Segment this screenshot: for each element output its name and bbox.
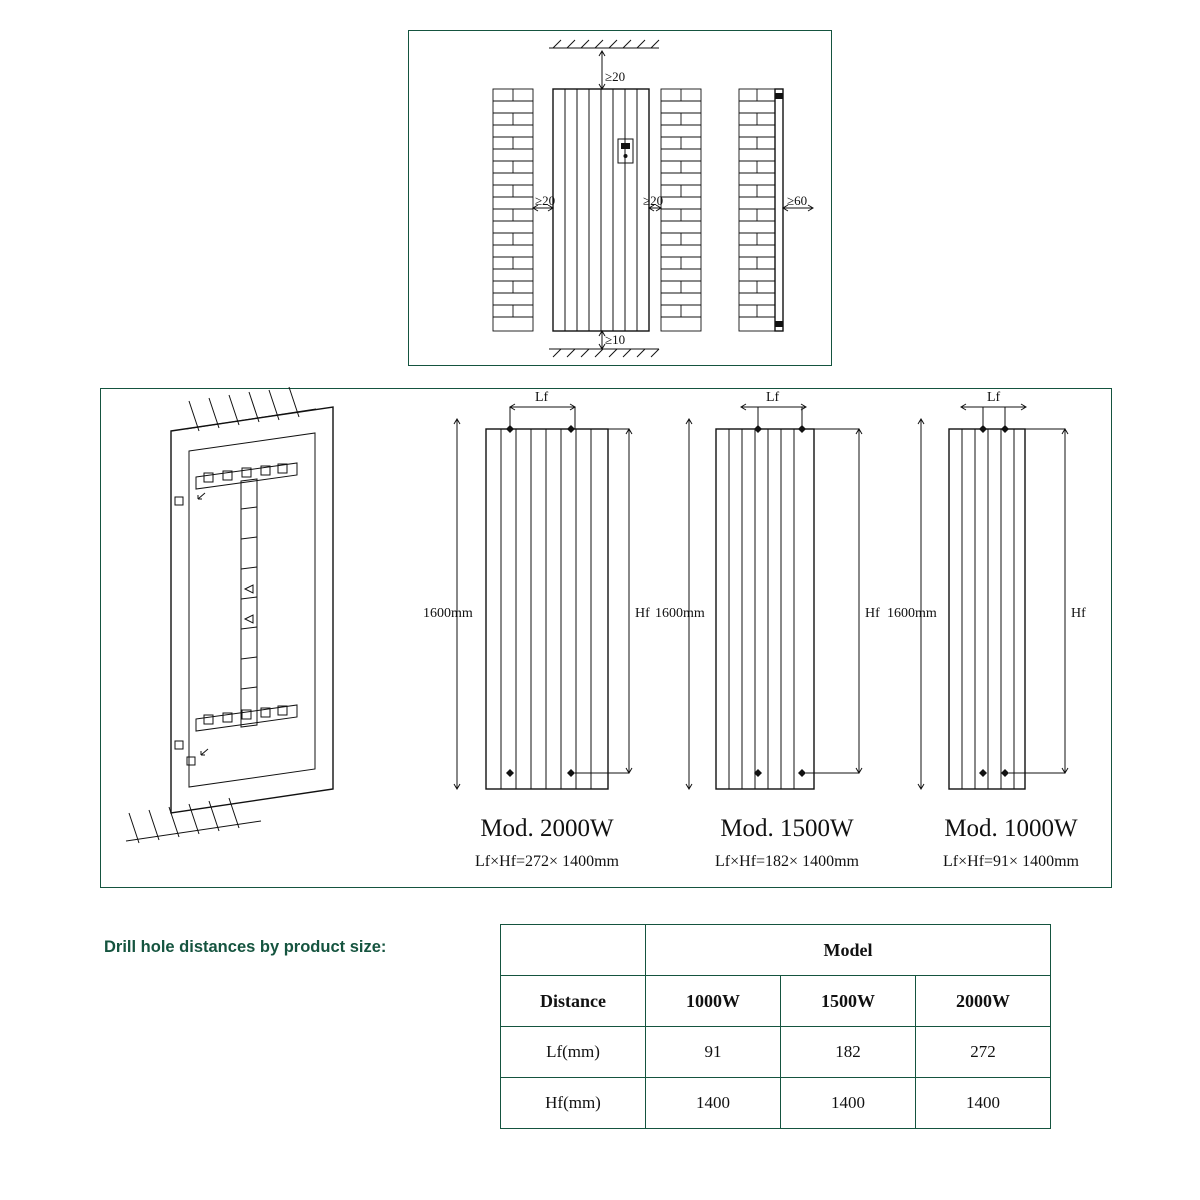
left-clearance-label: ≥20 — [535, 193, 556, 208]
drill-hole-distance-table — [500, 924, 1051, 1129]
side-clearance-label: ≥60 — [787, 193, 808, 208]
model-1500w-drawing — [655, 390, 880, 870]
hf-label-1500w: Hf — [865, 606, 880, 621]
model-2000w-drawing — [423, 390, 650, 870]
dim-right-clearance — [643, 193, 663, 211]
cell-lf-2000w: 272 — [916, 1027, 1051, 1078]
drill-point — [979, 769, 987, 777]
column-header-1500w: 1500W — [781, 976, 916, 1027]
dim-left-clearance — [533, 193, 555, 211]
model-title-1000w: Mod. 1000W — [944, 815, 1078, 842]
clearance-drawing — [409, 31, 831, 365]
distance-header: Distance — [501, 976, 646, 1027]
hf-label-1000w: Hf — [1071, 606, 1086, 621]
model-subtitle-1500w: Lf×Hf=182× 1400mm — [715, 853, 859, 870]
height-label-1000w: 1600mm — [887, 606, 937, 621]
wall-clearance-panel — [408, 30, 832, 366]
table-caption: Drill hole distances by product size: — [104, 938, 387, 956]
model-1000w-drawing — [887, 390, 1086, 870]
table-row-header-model — [501, 925, 1051, 976]
radiator-front-view — [553, 89, 649, 331]
row-label-hf: Hf(mm) — [501, 1078, 646, 1129]
lf-label-2000w: Lf — [535, 390, 549, 405]
empty-corner-cell — [501, 925, 646, 976]
radiator-side-view — [775, 89, 783, 331]
table-row — [501, 1078, 1051, 1129]
column-header-1000w: 1000W — [646, 976, 781, 1027]
model-title-1500w: Mod. 1500W — [720, 815, 854, 842]
floor-hatch-icon — [549, 349, 659, 357]
drill-point — [1001, 769, 1009, 777]
height-label-1500w: 1600mm — [655, 606, 705, 621]
dim-bottom-clearance — [599, 331, 625, 349]
top-clearance-label: ≥20 — [605, 69, 626, 84]
cell-lf-1000w: 91 — [646, 1027, 781, 1078]
lf-label-1000w: Lf — [987, 390, 1001, 405]
column-header-2000w: 2000W — [916, 976, 1051, 1027]
model-header: Model — [646, 925, 1051, 976]
brick-wall-left-icon — [493, 89, 533, 331]
isometric-install-drawing — [126, 387, 333, 843]
dim-side-clearance — [783, 193, 813, 211]
height-label-2000w: 1600mm — [423, 606, 473, 621]
mounting-panel — [100, 388, 1112, 888]
drill-point — [567, 425, 575, 433]
hf-label-2000w: Hf — [635, 606, 650, 621]
cell-lf-1500w: 182 — [781, 1027, 916, 1078]
lf-label-1500w: Lf — [766, 390, 780, 405]
row-label-lf: Lf(mm) — [501, 1027, 646, 1078]
cell-hf-1500w: 1400 — [781, 1078, 916, 1129]
model-title-2000w: Mod. 2000W — [480, 815, 614, 842]
dim-top-clearance — [599, 51, 625, 89]
drill-point — [506, 769, 514, 777]
brick-wall-middle-icon — [661, 89, 701, 331]
drill-point — [798, 769, 806, 777]
mounting-drawings — [101, 389, 1111, 887]
drill-point — [567, 769, 575, 777]
model-subtitle-2000w: Lf×Hf=272× 1400mm — [475, 853, 619, 870]
brick-wall-right-icon — [739, 89, 775, 331]
ceiling-hatch-icon — [549, 40, 659, 48]
bottom-clearance-label: ≥10 — [605, 332, 626, 347]
cell-hf-2000w: 1400 — [916, 1078, 1051, 1129]
cell-hf-1000w: 1400 — [646, 1078, 781, 1129]
table-row — [501, 1027, 1051, 1078]
model-subtitle-1000w: Lf×Hf=91× 1400mm — [943, 853, 1079, 870]
table-row-header-columns — [501, 976, 1051, 1027]
right-clearance-label: ≥20 — [643, 193, 664, 208]
